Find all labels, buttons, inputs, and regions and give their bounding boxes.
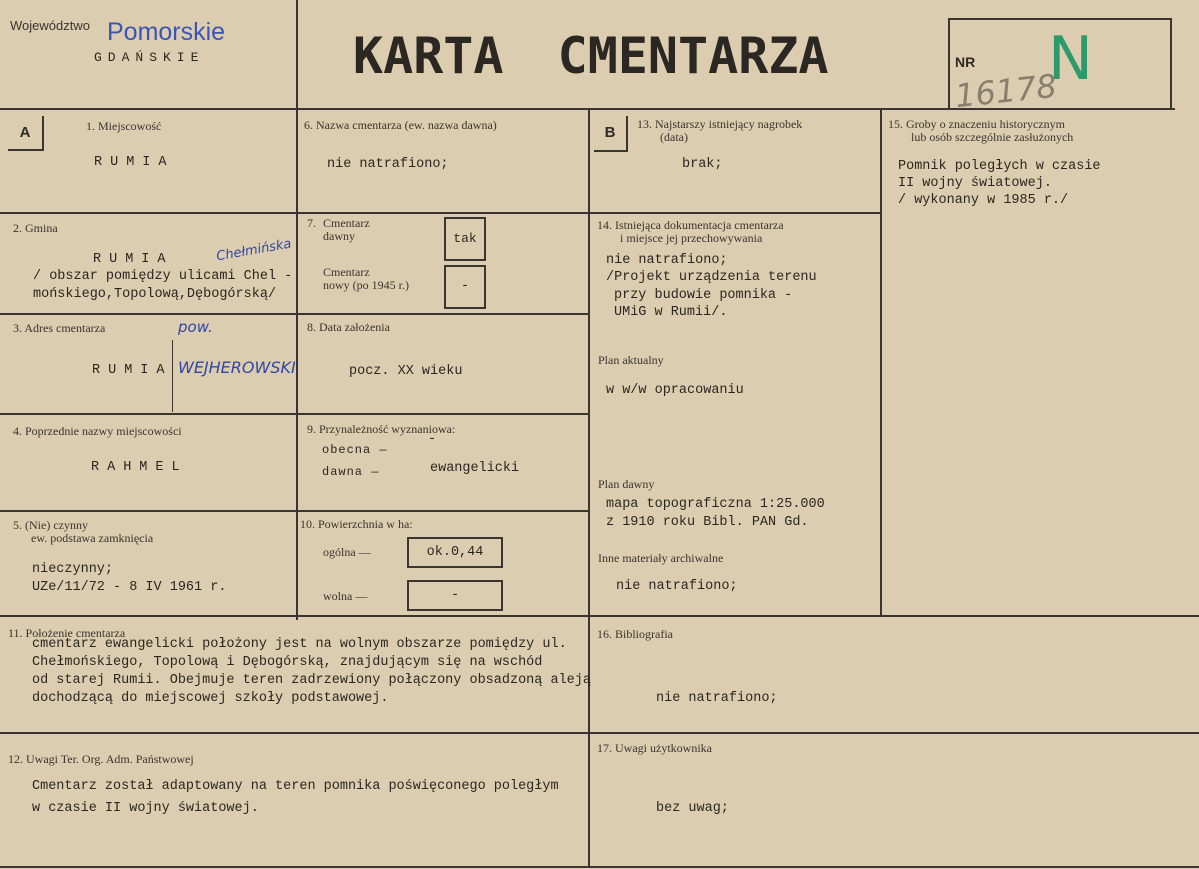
section-b-badge <box>594 116 628 152</box>
f15-label-line1: 15. Groby o znaczeniu historycznym <box>888 117 1065 131</box>
f11-label: 11. Położenie cmentarza <box>8 626 126 640</box>
plan-dawny-line1: mapa topograficzna 1:25.000 <box>606 497 825 512</box>
f11-line2: Chełmońskiego, Topolową i Dębogórską, znajdującym się na wschód <box>32 655 543 670</box>
f2-note-line2: mońskiego,Topolową,Dębogórską/ <box>33 287 277 302</box>
nr-number: 16178 <box>953 66 1059 116</box>
inne-materialy-label: Inne materiały archiwalne <box>598 551 724 565</box>
section-a-badge <box>8 116 44 151</box>
divider <box>948 18 950 110</box>
plan-aktualny-value: w w/w opracowaniu <box>606 383 744 398</box>
f13-value: brak; <box>682 157 723 172</box>
divider <box>588 108 590 868</box>
f12-line1: Cmentarz został adaptowany na teren pomnika poświęconego poległym <box>32 779 559 794</box>
f7-dawny-line2: dawny <box>323 229 355 243</box>
f9-obecna-label: obecna — <box>322 443 388 457</box>
section-b-letter: B <box>604 124 616 141</box>
f9-dawna-label: dawna — <box>322 465 380 479</box>
f8-value: pocz. XX wieku <box>349 364 463 379</box>
f7-number: 7. <box>307 216 316 230</box>
f3-handwritten-pow: pow. <box>178 318 213 336</box>
f10-label: 10. Powierzchnia w ha: <box>300 517 413 531</box>
f5-value-line2: UZe/11/72 - 8 IV 1961 r. <box>32 580 227 595</box>
f10-ogolna-value: ok.0,44 <box>426 545 484 560</box>
f4-label: 4. Poprzednie nazwy miejscowości <box>13 424 182 438</box>
wojewodztwo-value: Pomorskie <box>107 18 226 46</box>
f9-label: 9. Przynależność wyznaniowa: <box>307 422 456 436</box>
f11-line1: cmentarz ewangelicki położony jest na wolnym obszarze pomiędzy ul. <box>32 637 567 652</box>
f2-value: RUMIA <box>93 252 174 267</box>
f15-label-line2: lub osób szczególnie zasłużonych <box>911 130 1074 144</box>
f7-nowy-line1: Cmentarz <box>323 265 370 279</box>
f7-dawny-value: tak <box>453 231 477 246</box>
divider <box>0 212 880 214</box>
f14-label-line2: i miejsce jej przechowywania <box>620 231 763 245</box>
f10-ogolna-label: ogólna — <box>323 545 371 559</box>
nr-handwritten: N <box>1048 24 1093 94</box>
f14-value-line3: przy budowie pomnika - <box>614 288 793 303</box>
f7-dawny-box <box>444 217 486 261</box>
f7-dawny-line1: Cmentarz <box>323 216 370 230</box>
f12-label: 12. Uwagi Ter. Org. Adm. Państwowej <box>8 752 194 766</box>
divider <box>0 615 1199 617</box>
f15-value-line3: / wykonany w 1985 r./ <box>898 193 1069 208</box>
divider <box>1170 18 1172 110</box>
f8-label: 8. Data założenia <box>307 320 390 334</box>
section-a-letter: A <box>19 124 31 141</box>
f2-handwritten-gmina: Chełmińska <box>215 236 293 265</box>
divider <box>0 732 1199 734</box>
f14-value-line1: nie natrafiono; <box>606 253 728 268</box>
f9-obecna-value: - <box>428 432 437 447</box>
f3-value: RUMIA <box>92 363 173 378</box>
f16-label: 16. Bibliografia <box>597 627 673 641</box>
f12-line2: w czasie II wojny światowej. <box>32 801 259 816</box>
f17-label: 17. Uwagi użytkownika <box>597 741 712 755</box>
f3-handwritten-powiat: WEJHEROWSKI <box>178 358 296 377</box>
divider <box>296 0 298 620</box>
f13-label-line2: (data) <box>660 130 688 144</box>
f7-nowy-box <box>444 265 486 309</box>
f9-dawna-value: ewangelicki <box>430 461 520 476</box>
divider <box>948 18 1170 20</box>
f14-value-line2: /Projekt urządzenia terenu <box>606 270 817 285</box>
f1-label: 1. Miejscowość <box>86 119 162 133</box>
f11-line3: od starej Rumii. Obejmuje teren zadrzewiony połączony obsadzoną aleją <box>32 673 591 688</box>
f1-value: RUMIA <box>94 155 175 170</box>
plan-dawny-line2: z 1910 roku Bibl. PAN Gd. <box>606 515 809 530</box>
f5-label-line2: ew. podstawa zamknięcia <box>31 531 154 545</box>
wojewodztwo-label: Województwo <box>10 18 90 33</box>
f10-wolna-label: wolna — <box>323 589 368 603</box>
f17-value: bez uwag; <box>656 801 729 816</box>
f2-label: 2. Gmina <box>13 221 58 235</box>
region-name: GDAŃSKIE <box>94 50 205 65</box>
f15-value-line2: II wojny światowej. <box>898 176 1052 191</box>
f15-value-line1: Pomnik poległych w czasie <box>898 159 1101 174</box>
card-title: KARTA CMENTARZA <box>353 27 829 85</box>
plan-aktualny-label: Plan aktualny <box>598 353 664 367</box>
f4-value: RAHMEL <box>91 460 188 475</box>
f11-line4: dochodzącą do miejscowej szkoły podstawowej. <box>32 691 389 706</box>
f14-label-line1: 14. Istniejąca dokumentacja cmentarza <box>597 218 784 232</box>
f3-label: 3. Adres cmentarza <box>13 321 106 335</box>
f7-nowy-line2: nowy (po 1945 r.) <box>323 278 409 292</box>
f10-wolna-value: - <box>450 588 460 603</box>
divider <box>0 866 1199 868</box>
divider <box>0 510 588 512</box>
f6-value: nie natrafiono; <box>327 157 449 172</box>
f6-label: 6. Nazwa cmentarza (ew. nazwa dawna) <box>304 118 497 132</box>
nr-label: NR <box>955 54 976 70</box>
divider <box>0 413 588 415</box>
divider <box>0 313 588 315</box>
plan-dawny-label: Plan dawny <box>598 477 655 491</box>
f2-note-line1: / obszar pomiędzy ulicami Chel - <box>33 269 293 284</box>
inne-materialy-value: nie natrafiono; <box>616 579 738 594</box>
f13-label-line1: 13. Najstarszy istniejący nagrobek <box>637 117 803 131</box>
f10-wolna-box <box>407 580 503 611</box>
f14-value-line4: UMiG w Rumii/. <box>614 305 728 320</box>
divider <box>880 108 882 616</box>
f5-label-line1: 5. (Nie) czynny <box>13 518 88 532</box>
f10-ogolna-box <box>407 537 503 568</box>
f5-value-line1: nieczynny; <box>32 562 114 577</box>
f7-nowy-value: - <box>460 279 470 294</box>
f16-value: nie natrafiono; <box>656 691 778 706</box>
